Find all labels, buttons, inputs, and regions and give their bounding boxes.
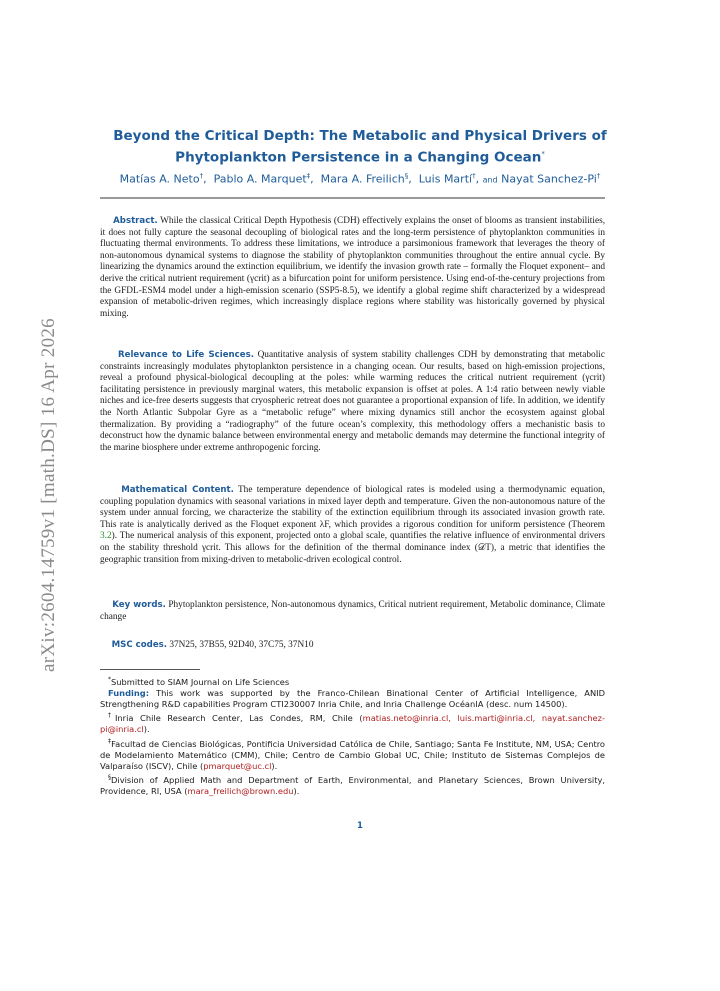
- footnote-inria-text: Inria Chile Research Center, Las Condes, RM, Chile (: [114, 713, 363, 724]
- author-3: Mara A. Freilich: [320, 172, 405, 186]
- brown-email-link[interactable]: mara_freilich@brown.edu: [187, 785, 294, 796]
- msc-paragraph: [100, 640, 605, 652]
- title-footnote-mark: *: [541, 150, 545, 158]
- author-2: Pablo A. Marquet: [213, 172, 307, 186]
- math-content-text-a: The temperature dependence of biological rates is modeled using a thermodynamic equation, coupling population dynamics with seasonal variations in mixed layer depth and temperature. Given the non-autonomous nature of the system under annual forcing, we characterize the stability of the extinction equilibrium through its associated invasion growth rate. This rate is analytically derived as the Floquet exponent λF, which provides a rigorous condition for uniform persistence (Theorem: [100, 485, 605, 530]
- footnote-brown-text: Division of Applied Math and Department of Earth, Environmental, and Planetary Sciences, Brown University, Providence, RI, USA (: [100, 774, 605, 796]
- footnote-rule: [100, 669, 200, 670]
- author-1: Matías A. Neto: [119, 172, 200, 186]
- msc-label: MSC codes.: [111, 640, 168, 650]
- author-list: Matías A. Neto†, Pablo A. Marquet‡, Mara A. Freilich§, Luis Martí†, and Nayat Sanchez-Pi†: [119, 172, 601, 186]
- footnotes: [100, 674, 605, 797]
- relevance-label: Relevance to Life Sciences.: [118, 350, 254, 360]
- footnote-puc-text: Facultad de Ciencias Biológicas, Pontificia Universidad Católica de Chile, Santiago; Santa Fe Institute, NM, USA; Centro de Modelamiento Matemático (CMM), Chile; Centro de Cambio Global UC, Chile; Instituto de Sistemas Complejos de Valparaíso (ISCV), Chile (: [100, 738, 606, 771]
- author-5-mark: †: [596, 172, 601, 180]
- footnote-puc-close: ).: [271, 760, 278, 771]
- keywords-text: Phytoplankton persistence, Non-autonomous dynamics, Critical nutrient requirement, Metabolic dominance, Climate change: [100, 600, 606, 622]
- author-2-mark: ‡: [306, 172, 311, 180]
- author-4-mark: †: [472, 172, 476, 180]
- title-line-2: Phytoplankton Persistence in a Changing Ocean: [175, 149, 542, 166]
- footnote-funding: [100, 688, 605, 710]
- title-line-1: Beyond the Critical Depth: The Metabolic and Physical Drivers of: [113, 128, 607, 144]
- footnote-puc-mark: ‡: [108, 737, 112, 745]
- inria-email-links[interactable]: matias.neto@inria.cl, luis.marti@inria.cl, nayat.sanchez-pi@inria.cl: [100, 713, 606, 735]
- footnote-submitted-mark: *: [108, 676, 111, 683]
- abstract-label: Abstract.: [113, 216, 158, 226]
- funding-text: This work was supported by the Franco-Chilean Binational Center of Artificial Intelligence, ANID Strengthening R&D capabilities Program CTI230007 Inria Chile, and Inria Challenge OcéanIA (desc. num 14500).: [100, 687, 606, 710]
- abstract-top-rule: [100, 197, 605, 199]
- footnote-submitted-text: Submitted to SIAM Journal on Life Sciences: [111, 676, 290, 687]
- math-content-text-b: ). The numerical analysis of this exponent, projected onto a global scale, quantifies the relative influence of environmental drivers on the stability threshold γcrit. This allows for the definition of the thermal dominance index (𝒟T), a metric that identifies the geographic transition from mixing-driven to metabolic-driven ecological control.: [100, 531, 605, 565]
- math-content-label: Mathematical Content.: [121, 485, 234, 495]
- keywords-label: Key words.: [112, 600, 166, 610]
- footnote-brown: [100, 772, 605, 797]
- puc-email-link[interactable]: pmarquet@uc.cl: [203, 760, 272, 771]
- footnote-inria: [100, 710, 605, 735]
- footnote-puc: [100, 736, 605, 772]
- arxiv-side-stamp: arXiv:2604.14759v1 [math.DS] 16 Apr 2026: [38, 318, 59, 672]
- author-1-mark: †: [199, 172, 204, 180]
- math-content-paragraph: [100, 485, 605, 566]
- paper-title: [100, 127, 620, 167]
- footnote-inria-mark: †: [108, 712, 115, 720]
- footnote-brown-mark: §: [108, 773, 111, 781]
- footnote-brown-close: ).: [293, 785, 300, 796]
- abstract-paragraph: [100, 216, 605, 320]
- relevance-text: Quantitative analysis of system stability challenges CDH by demonstrating that metabolic constraints increasingly modulates phytoplankton persistence in a changing ocean. Our results, based on high-emission projections, reveal a profound physical-biological decoupling at the poles: while warming reduces the critical nutrient requirement (γcrit) facilitating persistence in previously marginal waters, this metabolic expansion is offset at poles. A 1:4 ratio between newly viable niches and ice-free deserts suggests that cryospheric retreat does not guarantee a proportional expansion of life. In addition, we identify the North Atlantic Subpolar Gyre as a “metabolic refuge” where mixing dynamics still anchor the ecosystem against global thermalization. By providing a “radiography” of the future ocean’s complexity, this methodology offers a mechanistic basis to deconstruct how the dynamic balance between environmental energy and metabolic demands may determine the functional integrity of the marine biosphere under extreme anthropogenic forcing.: [100, 350, 605, 453]
- keywords-paragraph: [100, 600, 605, 623]
- footnote-submitted: [100, 674, 605, 688]
- author-3-mark: §: [404, 172, 409, 180]
- footnote-inria-close: ).: [143, 724, 150, 735]
- funding-label: Funding:: [108, 687, 150, 698]
- author-4: Luis Martí: [418, 172, 473, 186]
- author-5: Nayat Sanchez-Pi: [501, 172, 597, 186]
- msc-text: 37N25, 37B55, 92D40, 37C75, 37N10: [169, 640, 314, 650]
- authors-and: and: [482, 175, 498, 185]
- theorem-ref-link[interactable]: 3.2: [100, 531, 112, 542]
- relevance-paragraph: [100, 350, 605, 454]
- page-number: 1: [357, 821, 363, 831]
- abstract-text: While the classical Critical Depth Hypothesis (CDH) effectively explains the onset of blooms as transient instabilities, it does not fully capture the seasonal decoupling of biological rates and the long-term persistence of phytoplankton communities in fluctuating thermal environments. To address these limitations, we introduce a parsimonious framework that leverages the theory of non-autonomous dynamical systems to diagnose the stability of phytoplankton communities throughout the entire annual cycle. By linearizing the dynamics around the extinction equilibrium, we identify the invasion growth rate – formally the Floquet exponent– and derive the critical nutrient requirement (γcrit) as a bifurcation point for uniform persistence. Using end-of-the-century projections from the GFDL-ESM4 model under a high-emission scenario (SSP5-8.5), we identify a global regime shift characterized by a widespread expansion of metabolic-driven regimes, which increasingly displace regions where stability was historically governed by physical mixing.: [100, 216, 606, 319]
